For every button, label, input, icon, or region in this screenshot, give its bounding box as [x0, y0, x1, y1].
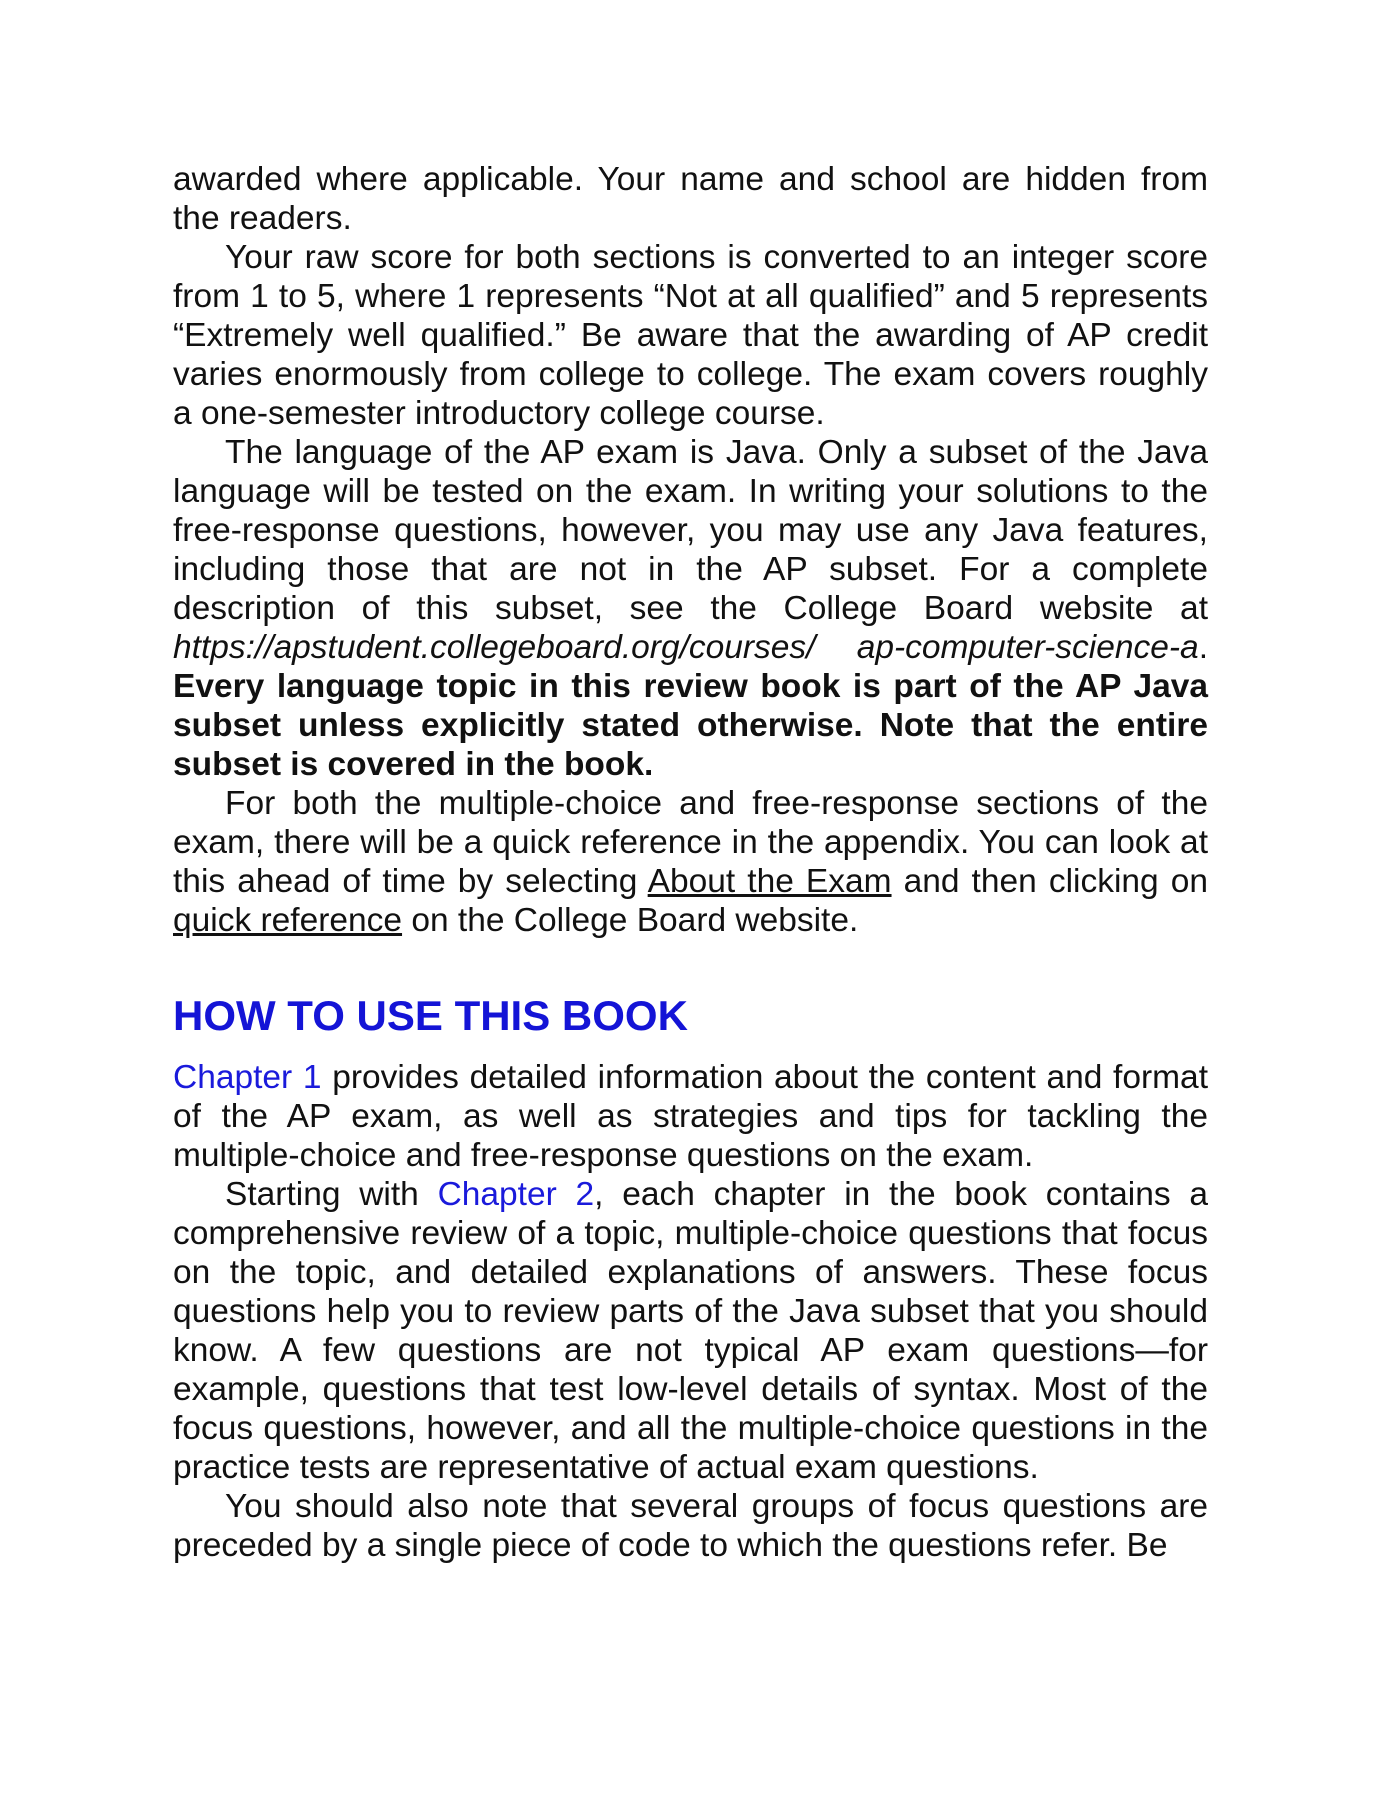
paragraph-text: For both the multiple-choice and free-response sections of the exam, there will be a quick reference in the appendix. You can look at this ahead of time by selecting — [173, 785, 1208, 900]
section-heading: HOW TO USE THIS BOOK — [173, 992, 688, 1039]
paragraph-text: provides detailed information about the content and format of the AP exam, as well as strategies and tips for tackling the multiple-choice and free-response questions on the exam. — [173, 1059, 1208, 1174]
paragraph-text: Starting with — [225, 1176, 438, 1213]
paragraph-quick-reference — [173, 784, 1208, 940]
paragraph-text: and then clicking on — [891, 863, 1208, 900]
paragraph-text: The language of the AP exam is Java. Only a subset of the Java language will be tested on the exam. In writing your solutions to the free-response questions, however, you may use any Java features, including those that are not in the AP subset. For a complete description of this subset, see the College Board website at — [173, 434, 1208, 627]
subset-note: Every language topic in this review book is part of the AP Java subset unless explicitly stated otherwise. Note that the entire subset is covered in the book. — [173, 668, 1208, 783]
paragraph-chapter-two — [173, 1175, 1208, 1487]
paragraph-text: , each chapter in the book contains a comprehensive review of a topic, multiple-choice questions that focus on the topic, and detailed explanations of answers. These focus questions help you to review parts of the Java subset that you should know. A few questions are not typical AP exam questions—for example, questions that test low-level details of syntax. Most of the focus questions, however, and all the multiple-choice questions in the practice tests are representative of actual exam questions. — [173, 1176, 1208, 1486]
paragraph-text: Your raw score for both sections is converted to an integer score from 1 to 5, where 1 represents “Not at all qualified” and 5 represents “Extremely well qualified.” Be aware that the awarding of AP credit varies enormously from college to college. The exam covers roughly a one-semester introductory college course. — [173, 239, 1208, 432]
paragraph-text: . — [1198, 629, 1208, 666]
chapter-1-link[interactable]: Chapter 1 — [173, 1059, 322, 1096]
paragraph-text: You should also note that several groups of focus questions are preceded by a single piece of code to which the questions refer. Be — [173, 1488, 1208, 1564]
chapter-2-link[interactable]: Chapter 2 — [437, 1176, 595, 1213]
paragraph-text: awarded where applicable. Your name and school are hidden from the readers. — [173, 161, 1208, 237]
paragraph-awarded — [173, 160, 1208, 238]
about-the-exam-link[interactable]: About the Exam — [647, 863, 892, 900]
paragraph-raw-score — [173, 238, 1208, 433]
college-board-url: https://apstudent.collegeboard.org/courses/ ap-computer-science-a — [173, 629, 1199, 666]
paragraph-text: on the College Board website. — [402, 902, 859, 939]
document-page — [173, 160, 1208, 1565]
paragraph-chapter-one — [173, 1058, 1208, 1175]
quick-reference-link[interactable]: quick reference — [173, 902, 403, 939]
paragraph-focus-groups — [173, 1487, 1208, 1565]
paragraph-java-language — [173, 433, 1208, 784]
